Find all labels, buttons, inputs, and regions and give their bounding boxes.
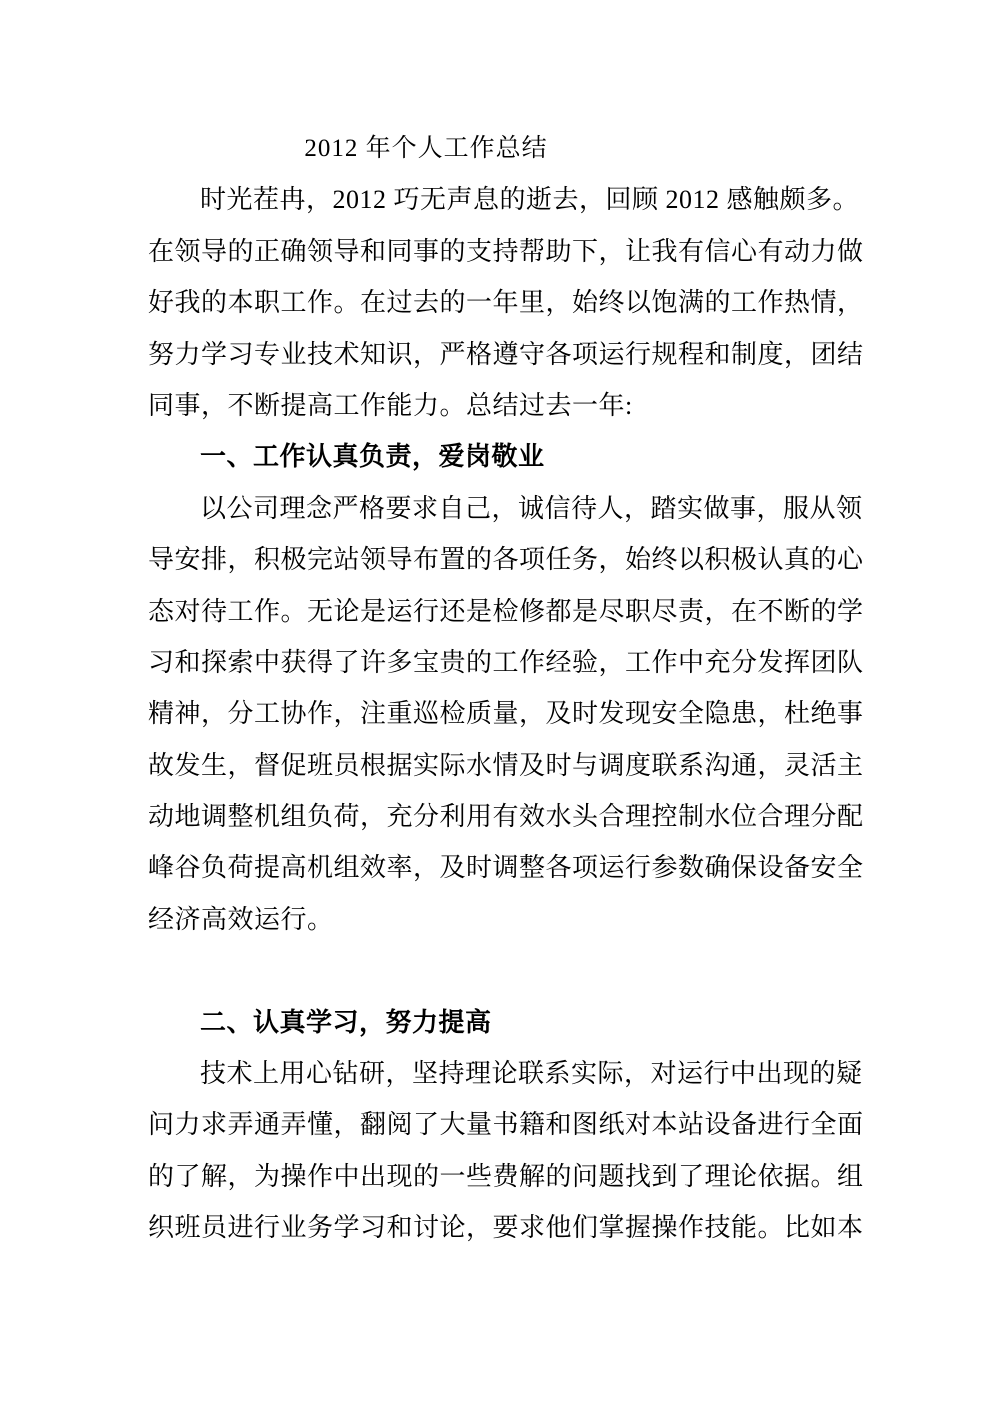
text-line: 在领导的正确领导和同事的支持帮助下，让我有信心有动力做 <box>148 236 864 266</box>
text-line: 导安排，积极完站领导布置的各项任务，始终以积极认真的心 <box>148 545 864 575</box>
text-line: 的了解，为操作中出现的一些费解的问题找到了理论依据。组 <box>148 1161 864 1191</box>
blank-line <box>148 945 860 996</box>
text-line: 经济高效运行。 <box>148 904 334 934</box>
text-line: 习和探索中获得了许多宝贵的工作经验，工作中充分发挥团队 <box>148 647 864 677</box>
text-line: 动地调整机组负荷，充分利用有效水头合理控制水位合理分配 <box>148 802 864 832</box>
text-line: 努力学习专业技术知识，严格遵守各项运行规程和制度，团结 <box>148 339 864 369</box>
section-heading-2: 二、认真学习，努力提高 <box>200 1007 492 1037</box>
text-line: 峰谷负荷提高机组效率，及时调整各项运行参数确保设备安全 <box>148 853 864 883</box>
text-line: 问力求弄通弄懂，翻阅了大量书籍和图纸对本站设备进行全面 <box>148 1110 864 1140</box>
document-content <box>148 123 864 1254</box>
section-heading-1: 一、工作认真负责，爱岗敬业 <box>200 442 545 472</box>
text-line: 精神，分工协作，注重巡检质量，及时发现安全隐患，杜绝事 <box>148 699 864 729</box>
text-line: 织班员进行业务学习和讨论，要求他们掌握操作技能。比如本 <box>148 1213 864 1243</box>
text-line: 时光茬冉，2012 巧无声息的逝去，回顾 2012 感触颇多。 <box>200 185 860 215</box>
text-line: 态对待工作。无论是运行还是检修都是尽职尽责，在不断的学 <box>148 596 864 626</box>
document-title: 2012 年个人工作总结 <box>304 135 548 162</box>
text-line: 同事，不断提高工作能力。总结过去一年: <box>148 390 633 420</box>
text-line: 以公司理念严格要求自己，诚信待人，踏实做事，服从领 <box>200 493 863 523</box>
text-line: 技术上用心钻研，坚持理论联系实际，对运行中出现的疑 <box>200 1059 863 1089</box>
text-line: 好我的本职工作。在过去的一年里，始终以饱满的工作热情， <box>148 288 864 318</box>
text-line: 故发生，督促班员根据实际水情及时与调度联系沟通，灵活主 <box>148 750 864 780</box>
